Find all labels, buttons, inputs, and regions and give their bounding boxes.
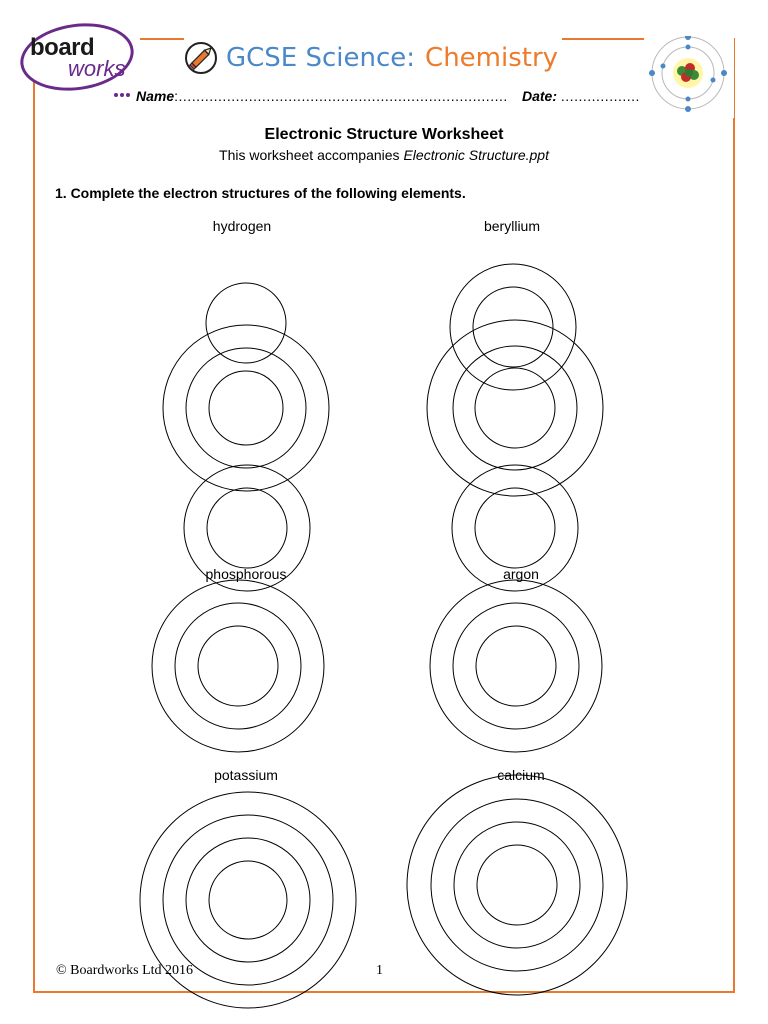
shell <box>175 603 301 729</box>
date-field[interactable] <box>522 88 640 104</box>
footer-page-number: 1 <box>376 963 383 978</box>
shell <box>450 264 576 390</box>
date-label: Date: <box>522 88 558 104</box>
phosphorous-diagram <box>152 580 324 752</box>
element-label-beryllium: beryllium <box>483 218 540 234</box>
subtitle-file: Electronic Structure.ppt <box>403 147 549 163</box>
element-label-calcium: calcium <box>497 767 545 783</box>
shell <box>207 488 287 568</box>
worksheet-subtitle <box>0 147 768 163</box>
shell <box>186 838 310 962</box>
shell <box>163 815 333 985</box>
shell <box>477 845 557 925</box>
shell <box>186 348 306 468</box>
date-dots: .................. <box>560 88 640 104</box>
element-label-potassium: potassium <box>214 767 278 783</box>
shell <box>453 603 579 729</box>
header-title <box>184 36 562 80</box>
element-label-hydrogen: hydrogen <box>212 218 272 234</box>
atom-icon <box>644 36 734 118</box>
shell <box>152 580 324 752</box>
shell <box>453 346 577 470</box>
shell <box>431 799 603 971</box>
shell <box>475 488 555 568</box>
worksheet-title: Electronic Structure Worksheet <box>264 126 504 143</box>
hydrogen-diagram <box>163 283 329 591</box>
shell <box>209 371 283 445</box>
shell <box>206 283 286 363</box>
pencil-icon <box>184 41 218 75</box>
title-gcse-science: GCSE Science: <box>226 43 416 73</box>
element-label-argon: argon <box>503 566 539 582</box>
beryllium-diagram <box>427 264 603 591</box>
shell <box>163 325 329 491</box>
shell <box>430 580 602 752</box>
argon-diagram <box>430 580 602 752</box>
element-label-phosphorous: phosphorous <box>205 566 287 582</box>
shell <box>476 626 556 706</box>
shell <box>407 775 627 995</box>
footer-copyright: © Boardworks Ltd 2016 <box>56 963 194 978</box>
calcium-diagram <box>407 775 627 995</box>
shell <box>209 861 287 939</box>
shell <box>198 626 278 706</box>
logo-board-text: board <box>30 34 95 61</box>
title-chemistry: Chemistry <box>425 43 559 73</box>
name-field[interactable] <box>136 88 508 104</box>
question-1: 1. Complete the electron structures of the following elements. <box>55 185 466 201</box>
boardworks-logo <box>18 20 140 82</box>
logo-works-text: works <box>68 56 126 81</box>
name-dots: :........................................................................... <box>174 88 508 104</box>
logo-dots <box>114 84 132 102</box>
name-label: Name <box>136 88 175 104</box>
shell <box>475 368 555 448</box>
shell <box>473 287 553 367</box>
subtitle-prefix: This worksheet accompanies <box>219 147 404 163</box>
shell <box>454 822 580 948</box>
